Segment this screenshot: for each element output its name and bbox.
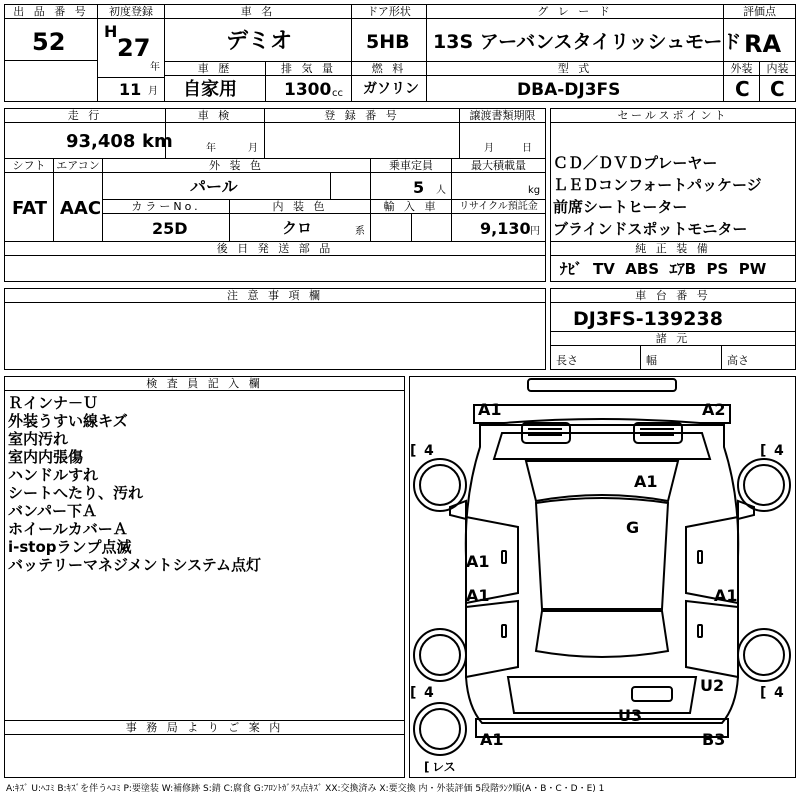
transfer-month-unit: 月 [484,143,494,154]
sales-point: ブラインドスポットモニター [553,220,748,238]
car-name-label: 車 名 [165,5,351,19]
equipment-item: ｴｱB [669,260,697,278]
history-label: 車 歴 [165,62,265,76]
equipment-list [560,262,766,277]
damage-mark: A1 [478,400,502,419]
sales-point: ＣＤ／ＤＶＤプレーヤー [553,154,718,172]
tire-fl-mark: 4 [424,443,434,459]
lot-number: 52 [32,28,66,56]
color-label: 外 装 色 [103,159,370,173]
equipment-item: PS [706,260,729,278]
sales-points-list [553,154,762,242]
recycle-label: リサイクル預託金 [452,200,545,214]
car-diagram-svg [410,377,795,777]
door-type: 5HB [366,31,410,53]
score-label: 評価点 [724,5,795,19]
length-label: 長さ [556,354,578,367]
displacement: 1300 [284,80,332,100]
fuel: ガソリン [363,81,419,97]
legend: A:ｷｽﾞ U:ﾍｺﾐ B:ｷｽﾞを伴うﾍｺﾐ P:要塗装 W:補修跡 S:錆 C:腐食 G:ﾌﾛﾝﾄｶﾞﾗｽ点ｷｽﾞ XX:交換済み X:要交換 内・外装評価 5段階ﾗﾝｸ順(A・B・C・D・E) 1 [6,784,605,794]
lot-label: 出 品 番 号 [5,5,97,19]
tire-rr-bracket: [ [760,685,767,701]
spare-label: レス [432,760,456,774]
damage-mark: U3 [618,706,643,725]
damage-mark: A1 [480,730,504,749]
inspector-note: Ｒインナ－Ｕ [8,394,99,412]
mileage-label: 走 行 [5,109,165,123]
inspection-label: 車 検 [166,109,264,123]
displacement-unit: cc [332,88,343,99]
damage-mark: A1 [466,552,490,571]
office-label: 事 務 局 よ り ご 案 内 [5,721,404,735]
mileage: 93,408 [66,131,136,152]
capacity: 5 [413,178,425,197]
transfer-day-unit: 日 [522,143,532,154]
month-unit: 月 [148,86,158,97]
inspector-note: バンパー下Ａ [8,502,97,520]
inspector-note: ハンドルすれ [8,466,99,484]
inspector-note: ホイールカバーＡ [8,520,128,538]
first-reg-label: 初度登録 [98,5,164,19]
interior-label: 内装 [760,62,795,76]
damage-mark: A1 [466,586,490,605]
shift: FAT [12,198,48,219]
sales-point: ＬＥＤコンフォートパッケージ [553,176,762,194]
damage-mark: B3 [702,730,726,749]
int-color-label: 内 装 色 [230,200,370,214]
inspector-note: 室内内張傷 [8,448,84,466]
mileage-unit: km [142,131,173,152]
tire-fr-bracket: [ [760,443,767,459]
ac: AAC [60,198,102,219]
int-color: クロ [282,219,313,237]
damage-mark: A1 [714,586,738,605]
shift-label: シフト [5,159,53,173]
inspection-year-unit: 年 [206,143,216,154]
equipment-item: ABS [625,260,660,278]
load-unit: kg [528,185,541,196]
tire-fl-bracket: [ [410,443,417,459]
inspector-note: 室内汚れ [8,430,69,448]
inspector-note: シートへたり、汚れ [8,484,144,502]
inspector-notes [8,394,261,574]
score: RA [744,30,782,58]
reg-no-label: 登 録 番 号 [265,109,459,123]
inspection-month-unit: 月 [248,143,258,154]
capacity-unit: 人 [436,185,446,196]
color-no: 25D [152,219,188,238]
reg-month: 11 [119,80,142,99]
grade-label: グ レ ー ド [427,5,723,19]
fuel-label: 燃 料 [352,62,426,76]
year-unit: 年 [150,62,160,73]
tire-rr-mark: 4 [774,685,784,701]
import-label: 輸 入 車 [371,200,451,214]
sales-point: 前席シートヒーター [553,198,688,216]
exterior-grade: C [735,77,750,101]
color-no-label: カラーNo. [103,200,229,214]
equipment-item: TV [592,260,615,278]
inspector-note: バッテリーマネジメントシステム点灯 [8,556,262,574]
model: DBA-DJ3FS [517,80,621,100]
notes-label: 注 意 事 項 欄 [5,289,545,303]
sales-label: セールスポイント [551,109,795,123]
chassis-number: DJ3FS-139238 [573,308,723,330]
height-label: 高さ [727,354,749,367]
inspector-note: 外装うすい線キズ [8,412,128,430]
tire-rl-mark: 4 [424,685,434,701]
equipment-item: PW [738,260,767,278]
damage-mark: G [626,518,640,537]
tire-fr-mark: 4 [774,443,784,459]
recycle: 9,130 [480,219,531,238]
load-label: 最大積載量 [452,159,545,173]
chassis-label: 車 台 番 号 [551,289,795,303]
dims-label: 諸 元 [551,332,795,346]
equipment-item: ﾅﾋﾞ [560,260,583,278]
recycle-unit: 円 [530,226,540,237]
model-label: 型 式 [427,62,723,76]
tire-rl-bracket: [ [410,685,417,701]
capacity-label: 乗車定員 [371,159,451,173]
inspector-note: i-stopランプ点滅 [8,538,132,556]
color: パール [190,177,238,196]
grade: 13S アーバンスタイリッシュモード [433,31,742,53]
history: 自家用 [183,79,237,100]
int-color-unit: 系 [355,226,365,237]
damage-mark: U2 [700,676,725,695]
damage-mark: A2 [702,400,726,419]
displacement-label: 排 気 量 [266,62,351,76]
spare-bracket: [ [424,760,430,774]
equipment-label: 純 正 装 備 [551,242,795,256]
exterior-label: 外装 [724,62,759,76]
car-name: デミオ [226,29,293,54]
width-label: 幅 [646,354,657,367]
later-parts-label: 後 日 発 送 部 品 [5,242,545,256]
era: H [104,22,118,41]
ac-label: エアコン [54,159,102,173]
reg-year: 27 [117,34,151,62]
transfer-label: 譲渡書類期限 [460,109,545,123]
interior-grade: C [770,77,785,101]
inspector-label: 検 査 員 記 入 欄 [5,377,404,391]
door-label: ドア形状 [352,5,426,19]
damage-mark: A1 [634,472,658,491]
